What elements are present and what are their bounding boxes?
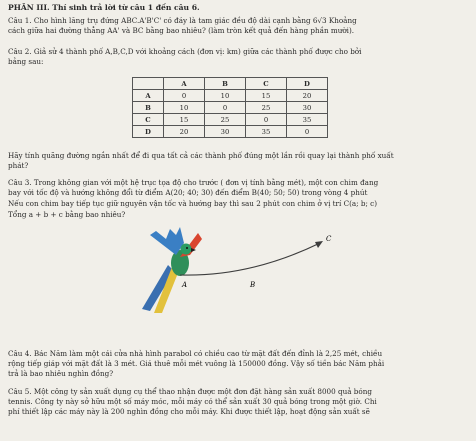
question-2-line-1: Câu 2. Giả sử 4 thành phố A,B,C,D với khoảng cách (đơn vị: km) giữa các thành phố được cho bởi	[8, 47, 362, 56]
flight-path-line	[180, 243, 320, 275]
table-cell: 35	[246, 126, 287, 138]
table-cell: 0	[246, 114, 287, 126]
table-cell: A	[133, 90, 164, 102]
question-2-line-3: Hãy tính quãng đường ngắn nhất để đi qua tất cả các thành phố đúng một lần rồi quay lại thành phố xuất	[8, 151, 394, 160]
question-5-line-3: phí thiết lập các máy này là 200 nghìn đồng cho mỗi máy. Khi được thiết lập, hoạt động sản xuất sẽ	[8, 407, 370, 416]
section-heading: PHẦN III. Thí sinh trả lời từ câu 1 đến câu 6.	[8, 3, 200, 12]
table-cell: 0	[205, 102, 246, 114]
table-cell: 0	[164, 90, 205, 102]
bird-trajectory-figure	[140, 225, 350, 315]
question-1-line-2: cách giữa hai đường thẳng AA' và BC bằng bao nhiêu? (làm tròn kết quả đến hàng phần mười).	[8, 26, 355, 35]
table-cell: 35	[287, 114, 328, 126]
table-cell: A	[164, 78, 205, 90]
table-cell: 0	[287, 126, 328, 138]
parrot-icon	[142, 227, 202, 313]
question-1-line-1: Câu 1. Cho hình lăng trụ đứng ABC.A'B'C' có đáy là tam giác đều độ dài cạnh bằng 6√3 Khoảng	[8, 16, 357, 25]
table-header-row	[133, 78, 328, 90]
table-cell: 15	[246, 90, 287, 102]
question-3-line-4: Tổng a + b + c bằng bao nhiêu?	[8, 210, 126, 219]
table-cell: B	[205, 78, 246, 90]
table-cell: 30	[287, 102, 328, 114]
table-cell: D	[287, 78, 328, 90]
question-5-line-1: Câu 5. Một công ty sản xuất dụng cụ thể thao nhận được một đơn đặt hàng sản xuất 8000 quả bóng	[8, 387, 372, 396]
question-4-line-3: trả là bao nhiêu nghìn đồng?	[8, 369, 114, 378]
table-cell: B	[133, 102, 164, 114]
table-cell: 25	[246, 102, 287, 114]
table-row	[133, 126, 328, 138]
table-row	[133, 102, 328, 114]
table-cell: C	[246, 78, 287, 90]
question-2-line-2: bảng sau:	[8, 57, 44, 66]
table-row	[133, 114, 328, 126]
table-cell: 25	[205, 114, 246, 126]
table-cell: D	[133, 126, 164, 138]
question-4-line-2: rộng tiếp giáp với mặt đất là 3 mét. Giá thuê mỗi mét vuông là 150000 đồng. Vậy số tiền bác Năm phải	[8, 359, 385, 368]
table-cell: C	[133, 114, 164, 126]
distance-table	[132, 77, 328, 138]
question-3-line-1: Câu 3. Trong không gian với một hệ trục tọa độ cho trước ( đơn vị tính bằng mét), một con chim đang	[8, 178, 379, 187]
table-cell: 10	[164, 102, 205, 114]
question-3-line-2: bay với tốc độ và hướng không đổi từ điểm A(20; 40; 30) đến điểm B(40; 50; 50) trong vòng 4 phút	[8, 188, 368, 197]
question-5-line-2: tennis. Công ty này sở hữu một số máy móc, mỗi máy có thể sản xuất 30 quả bóng trong một giờ. Chi	[8, 397, 377, 406]
point-b-label: B	[250, 281, 256, 289]
table-cell	[133, 78, 164, 90]
table-cell: 20	[164, 126, 205, 138]
table-cell: 15	[164, 114, 205, 126]
table-cell: 20	[287, 90, 328, 102]
question-4-line-1: Câu 4. Bác Năm làm một cái cửa nhà hình parabol có chiều cao từ mặt đất đến đỉnh là 2,25 mét, chiều	[8, 349, 383, 358]
point-a-label: A	[182, 281, 188, 289]
table-row	[133, 90, 328, 102]
table-cell: 30	[205, 126, 246, 138]
table-cell: 10	[205, 90, 246, 102]
question-3-line-3: Nếu con chim bay tiếp tục giữ nguyên vận tốc và hướng bay thì sau 2 phút con chim ở vị trí C(a; b; c)	[8, 199, 378, 208]
question-2-line-4: phát?	[8, 161, 29, 170]
point-c-label: C	[326, 235, 332, 243]
